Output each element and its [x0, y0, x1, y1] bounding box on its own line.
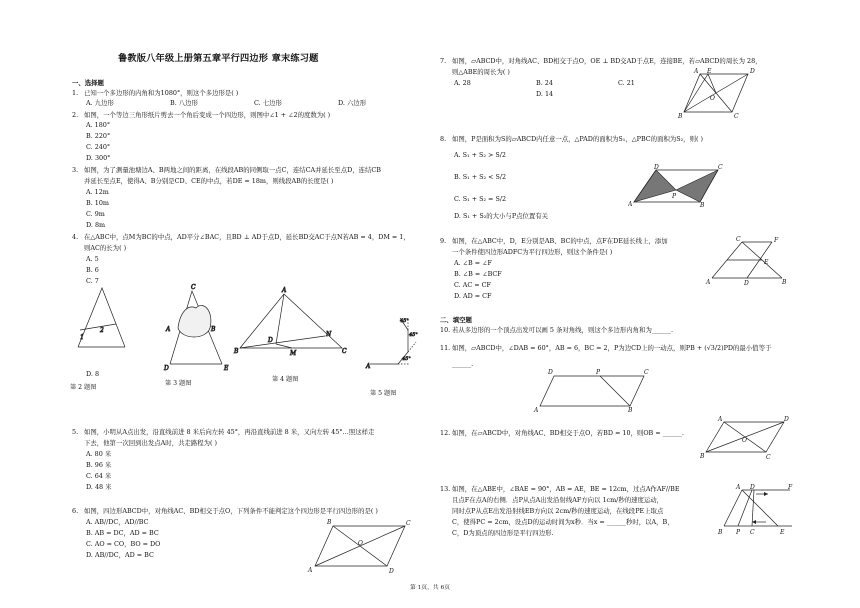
q3-option-a[interactable]: A. 12m [86, 188, 109, 196]
q-text: 已知一个多边形的内角和为1080°，则这个多边形是( ) [84, 89, 239, 97]
q6-option-d[interactable]: D. AB//DC，AD = BC [86, 551, 154, 559]
question-11-line2: ______. [452, 360, 474, 368]
fig2-diagram [78, 288, 125, 347]
question-13 [440, 485, 680, 494]
svg-text:A: A [308, 567, 313, 574]
q-text: 如图，▱ABCD中，对角线AC、BD相交于点O，OE ⊥ BD交AD于点E，连接BE，若▱ABCD的周长为 28， [452, 57, 762, 65]
svg-text:A: A [534, 407, 539, 414]
svg-text:C: C [750, 529, 755, 536]
fig3-caption: 第 3 题图 [165, 380, 192, 387]
q-number: 9. [440, 237, 447, 245]
question-5-line2: 下去，他第一次回到出发点A时，共走路程为( ) [84, 439, 218, 447]
q6-option-a[interactable]: A. AB//DC，AD//BC [86, 518, 149, 526]
question-7-line2: 则△ABE的周长为( ) [452, 68, 510, 76]
q-number: 13. [440, 485, 451, 493]
q-text: 如图，一个等边三角形纸片剪去一个角后变成一个四边形，则图中∠1 + ∠2的度数为( ) [84, 111, 331, 119]
q-text: 如图，P是面积为S的▱ABCD内任意一点，△PAD的面积为S₁，△PBC的面积为S₂，则( ) [452, 135, 703, 143]
svg-text:P: P [596, 369, 601, 376]
q-number: 1. [72, 89, 79, 97]
q-text: 如图，在△ABE中，∠BAE = 90°，AB = AE，BE = 12cm，过点A作AF//BE [452, 485, 680, 493]
q1-option-a[interactable]: A. 九边形 [86, 99, 114, 107]
svg-text:M: M [290, 350, 297, 357]
q-number: 4. [72, 233, 79, 241]
question-13-line2: 且点F在点A的右侧．点P从点A出发沿射线AF方向以 1cm/秒的速度运动， [452, 496, 664, 504]
svg-text:E: E [707, 68, 712, 75]
svg-text:B: B [782, 279, 787, 286]
question-12 [440, 429, 684, 438]
svg-text:O: O [358, 540, 363, 547]
svg-text:D: D [164, 365, 169, 372]
fig5-diagram [365, 318, 418, 370]
q3-option-c[interactable]: C. 9m [86, 210, 105, 218]
q-text: 如图，▱ABCD中，∠DAB = 60°，AB = 6，BC = 2，P为边CD上的一动点，则PB + (√3/2)PD的最小值等于 [452, 344, 772, 352]
question-6 [72, 507, 378, 516]
question-11 [440, 344, 771, 353]
svg-text:45°: 45° [402, 356, 411, 362]
fig6-diagram [305, 518, 415, 574]
q3-option-d[interactable]: D. 8m [86, 221, 106, 229]
svg-text:E: E [764, 259, 769, 266]
fig4-caption: 第 4 题图 [272, 376, 299, 383]
question-4 [72, 233, 410, 242]
fig11-diagram [532, 368, 652, 414]
svg-text:D: D [750, 484, 755, 491]
figures-row [70, 282, 420, 382]
q-number: 5. [72, 428, 79, 436]
q-number: 11. [440, 344, 451, 352]
svg-text:C: C [766, 454, 771, 460]
q-text: 如图，在△ABC中，D，E分别是AB、BC的中点，点F在DE延长线上，添加 [452, 237, 668, 245]
page-footer: 第 1页，共 6页 [409, 585, 451, 591]
q8-option-c[interactable]: C. S₁ + S₂ = S/2 [454, 195, 507, 203]
svg-text:C: C [644, 369, 649, 376]
svg-text:C: C [734, 113, 739, 120]
q7-option-a[interactable]: A. 28 [454, 79, 471, 87]
fig2-label-1: 1 [80, 334, 84, 341]
q2-option-a[interactable]: A. 180° [86, 121, 111, 129]
q-number: 2. [72, 111, 79, 119]
svg-text:B: B [678, 113, 683, 120]
svg-text:C: C [736, 236, 741, 243]
svg-text:45°: 45° [409, 332, 418, 338]
svg-text:C: C [718, 164, 723, 171]
svg-text:N: N [326, 331, 332, 338]
svg-text:45°: 45° [400, 318, 409, 324]
q2-option-d[interactable]: D. 300° [86, 154, 111, 162]
svg-text:P: P [672, 193, 677, 200]
fig9-diagram [700, 234, 790, 286]
q1-option-c[interactable]: C. 七边形 [254, 99, 282, 107]
q7-option-c[interactable]: C. 21 [618, 79, 635, 87]
q-number: 12. [440, 429, 451, 437]
question-9 [440, 237, 668, 246]
q-text: 如图，小明从A点出发，沿直线前进 8 米后向左转 45°，再沿直线前进 8 米，又向左转 45°…照这样走 [84, 428, 375, 436]
svg-text:B: B [327, 519, 332, 526]
svg-text:A: A [166, 326, 171, 333]
svg-text:O: O [742, 437, 747, 444]
question-8 [440, 135, 703, 144]
section-choice: 一、选择题 [72, 79, 104, 87]
question-13-line5: C，D为顶点的四边形是平行四边形. [452, 529, 554, 537]
question-7 [440, 57, 762, 66]
q4-option-a[interactable]: A. 5 [86, 255, 99, 263]
section-fill: 二、填空题 [440, 316, 472, 324]
question-4-line2: 则AC的长为( ) [84, 244, 127, 252]
q-text: 如图，为了测量池塘边A、B两地之间的距离，在线段AB的同侧取一点C，连结CA并延长至点D，连结CB [84, 166, 381, 174]
fig5-caption: 第 5 题图 [370, 390, 397, 397]
svg-text:A: A [694, 68, 699, 75]
question-5 [72, 428, 374, 437]
q-text: 在△ABC中，点M为BC的中点，AD平分∠BAC，且BD ⊥ AD于点D，延长BD交AC于点N若AB = 4，DM = 1， [84, 233, 410, 241]
q-text: 如图，四边形ABCD中，对角线AC、BD相交于点O，下列条件不能判定这个四边形是平行四边形的是( ) [84, 507, 378, 515]
svg-text:B: B [234, 348, 239, 355]
svg-text:A: A [282, 287, 287, 294]
fig4-diagram [233, 287, 347, 357]
fig8-diagram [628, 164, 724, 208]
svg-text:F: F [774, 237, 779, 244]
fig3-diagram [163, 284, 229, 372]
q5-option-a[interactable]: A. 80 米 [86, 450, 112, 458]
q6-option-b[interactable]: B. AB = DC，AD = BC [86, 529, 159, 537]
q7-option-b[interactable]: B. 24 [536, 79, 553, 87]
fig7-diagram [672, 66, 762, 120]
q-number: 3. [72, 166, 79, 174]
svg-text:B: B [718, 529, 723, 536]
fig13-diagram [716, 482, 798, 538]
svg-text:B: B [628, 407, 633, 414]
svg-text:D: D [784, 416, 789, 423]
q8-option-d[interactable]: D. S₁ + S₂的大小与P点位置有关 [454, 212, 549, 220]
svg-text:C: C [342, 348, 347, 355]
q-number: 7. [440, 57, 447, 65]
page-title: 鲁教版八年级上册第五章平行四边形 章末练习题 [118, 53, 319, 64]
svg-text:D: D [548, 369, 553, 376]
svg-text:A: A [736, 484, 741, 491]
svg-text:C: C [406, 520, 411, 527]
q9-option-d[interactable]: D. AD = CF [454, 292, 492, 300]
question-3 [72, 166, 381, 175]
q-number: 6. [72, 507, 79, 515]
q3-option-b[interactable]: B. 10m [86, 199, 109, 207]
q-number: 8. [440, 135, 447, 143]
q-text: 若从多边形的一个顶点出发可以画 5 条对角线，则这个多边形内角和为______. [452, 326, 674, 334]
q5-option-b[interactable]: B. 96 米 [86, 461, 112, 469]
fig2-label-2: 2 [100, 327, 104, 334]
question-10 [440, 326, 673, 335]
svg-text:C: C [191, 284, 196, 291]
svg-text:D: D [744, 280, 749, 286]
q4-option-b[interactable]: B. 6 [86, 266, 99, 274]
svg-text:D: D [268, 337, 273, 344]
svg-text:A: A [706, 279, 711, 286]
svg-text:B: B [211, 326, 216, 333]
q7-option-d[interactable]: D. 14 [536, 90, 554, 98]
question-2 [72, 111, 330, 120]
fig2-caption: 第 2 题图 [70, 384, 97, 391]
svg-text:P: P [736, 529, 741, 536]
q5-option-c[interactable]: C. 64 米 [86, 472, 112, 480]
q5-option-d[interactable]: D. 48 米 [86, 483, 112, 491]
q1-option-d[interactable]: D. 六边形 [338, 99, 367, 107]
svg-text:A: A [718, 416, 723, 423]
svg-text:D: D [750, 68, 755, 75]
q-number: 10. [440, 326, 451, 334]
q8-option-a[interactable]: A. S₁ + S₂ > S/2 [454, 151, 506, 159]
q-text: 如图，在▱ABCD中，对角线AC、BD相交于点O，若BD = 10，则OB = ______. [452, 429, 684, 437]
question-3-line2: 并延长至点E，使得A、B分别是CD、CE的中点，若DE = 18m，则线段AB的长度是( ) [84, 177, 334, 185]
question-1 [72, 89, 238, 98]
question-13-line3: 同时点P从点E出发沿射线EB方向以 2cm/秒的速度运动，在线段PE上取点 [452, 507, 664, 515]
svg-text:B: B [700, 202, 705, 208]
fig12-diagram [698, 414, 792, 460]
q2-option-b[interactable]: B. 220° [86, 132, 111, 140]
q9-option-c[interactable]: C. AC = CF [454, 281, 491, 289]
svg-text:A: A [366, 363, 371, 370]
q9-option-a[interactable]: A. ∠B = ∠F [454, 259, 492, 267]
q1-option-b[interactable]: B. 八边形 [170, 99, 198, 107]
svg-text:F: F [788, 484, 793, 491]
q4-option-d[interactable]: D. 8 [86, 370, 100, 378]
svg-text:A: A [628, 201, 633, 208]
q2-option-c[interactable]: C. 240° [86, 143, 111, 151]
question-9-line2: 一个条件使四边形ADFC为平行四边形，则这个条件是( ) [452, 248, 613, 256]
svg-text:D: D [389, 568, 394, 574]
svg-text:O: O [710, 95, 715, 102]
q6-option-c[interactable]: C. AO = CO，BO = DO [86, 540, 161, 548]
q8-option-b[interactable]: B. S₁ + S₂ < S/2 [454, 173, 507, 181]
svg-text:D: D [654, 164, 659, 171]
q9-option-b[interactable]: B. ∠B = ∠BCF [454, 270, 502, 278]
svg-text:B: B [700, 453, 705, 460]
question-13-line4: C，使得PC = 2cm，设点D的运动时间为x秒．当x = ______秒时，以A，B， [452, 518, 674, 526]
q4-option-c[interactable]: C. 7 [86, 277, 99, 285]
svg-text:E: E [780, 529, 785, 536]
svg-text:E: E [224, 365, 229, 372]
